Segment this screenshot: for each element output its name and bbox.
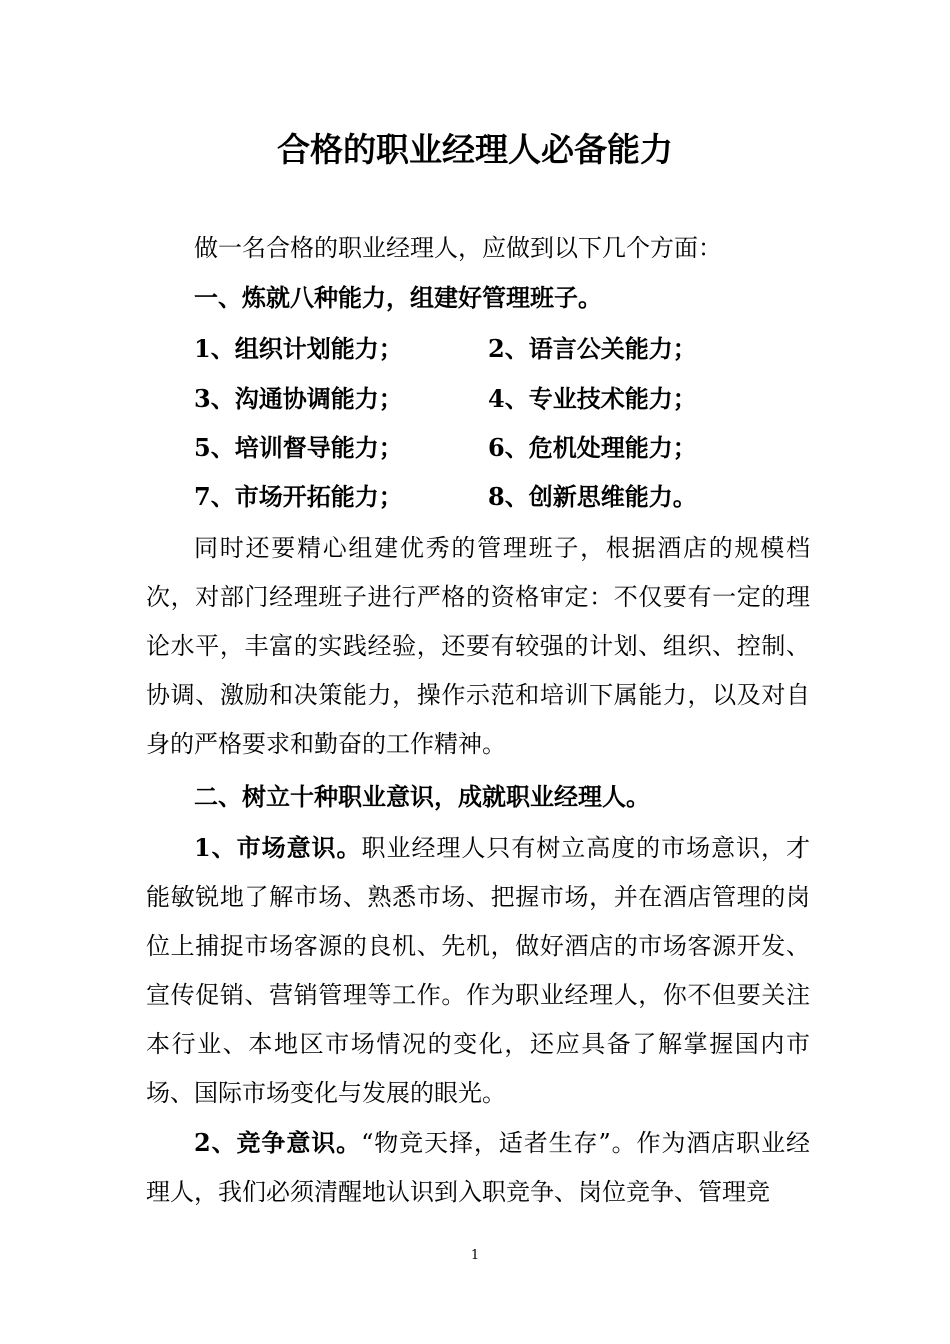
ability-item: 5、培训督导能力； bbox=[194, 433, 403, 462]
item1-lead: 1、市场意识。 bbox=[194, 833, 362, 862]
intro-line: 做一名合格的职业经理人，应做到以下几个方面： bbox=[194, 234, 722, 262]
ability-item: 8、创新思维能力。 bbox=[488, 482, 697, 511]
section2-item2-paragraph bbox=[146, 1118, 810, 1217]
ability-item: 6、危机处理能力； bbox=[488, 433, 697, 462]
ability-item: 2、语言公关能力； bbox=[488, 334, 697, 363]
item2-text: “物竞天择，适者生存”。作为酒店职业经理人，我们必须清醒地认识到入职竞争、岗位竞争、管理竞 bbox=[146, 1129, 810, 1206]
section1-paragraph: 同时还要精心组建优秀的管理班子，根据酒店的规模档次，对部门经理班子进行严格的资格审定：不仅要有一定的理论水平，丰富的实践经验，还要有较强的计划、组织、控制、协调、激励和决策能力，操作示范和培训下属能力，以及对自身的严格要求和勤奋的工作精神。 bbox=[146, 534, 810, 758]
section2-item1-paragraph bbox=[146, 823, 810, 1118]
ability-item: 1、组织计划能力； bbox=[194, 334, 403, 363]
section2-heading: 二、树立十种职业意识，成就职业经理人。 bbox=[194, 782, 650, 811]
section1-heading: 一、炼就八种能力，组建好管理班子。 bbox=[194, 283, 602, 312]
item1-text: 职业经理人只有树立高度的市场意识，才能敏锐地了解市场、熟悉市场、把握市场，并在酒店管理的岗位上捕捉市场客源的良机、先机，做好酒店的市场客源开发、宣传促销、营销管理等工作。作为职业经理人，你不但要关注本行业、本地区市场情况的变化，还应具备了解掌握国内市场、国际市场变化与发展的眼光。 bbox=[146, 834, 811, 1107]
ability-item: 4、专业技术能力； bbox=[488, 384, 697, 413]
item2-lead: 2、竞争意识。 bbox=[194, 1128, 362, 1157]
page-number: 1 bbox=[470, 1248, 480, 1263]
document-title: 合格的职业经理人必备能力 bbox=[277, 130, 673, 169]
ability-item: 7、市场开拓能力； bbox=[194, 482, 403, 511]
ability-item: 3、沟通协调能力； bbox=[194, 384, 403, 413]
